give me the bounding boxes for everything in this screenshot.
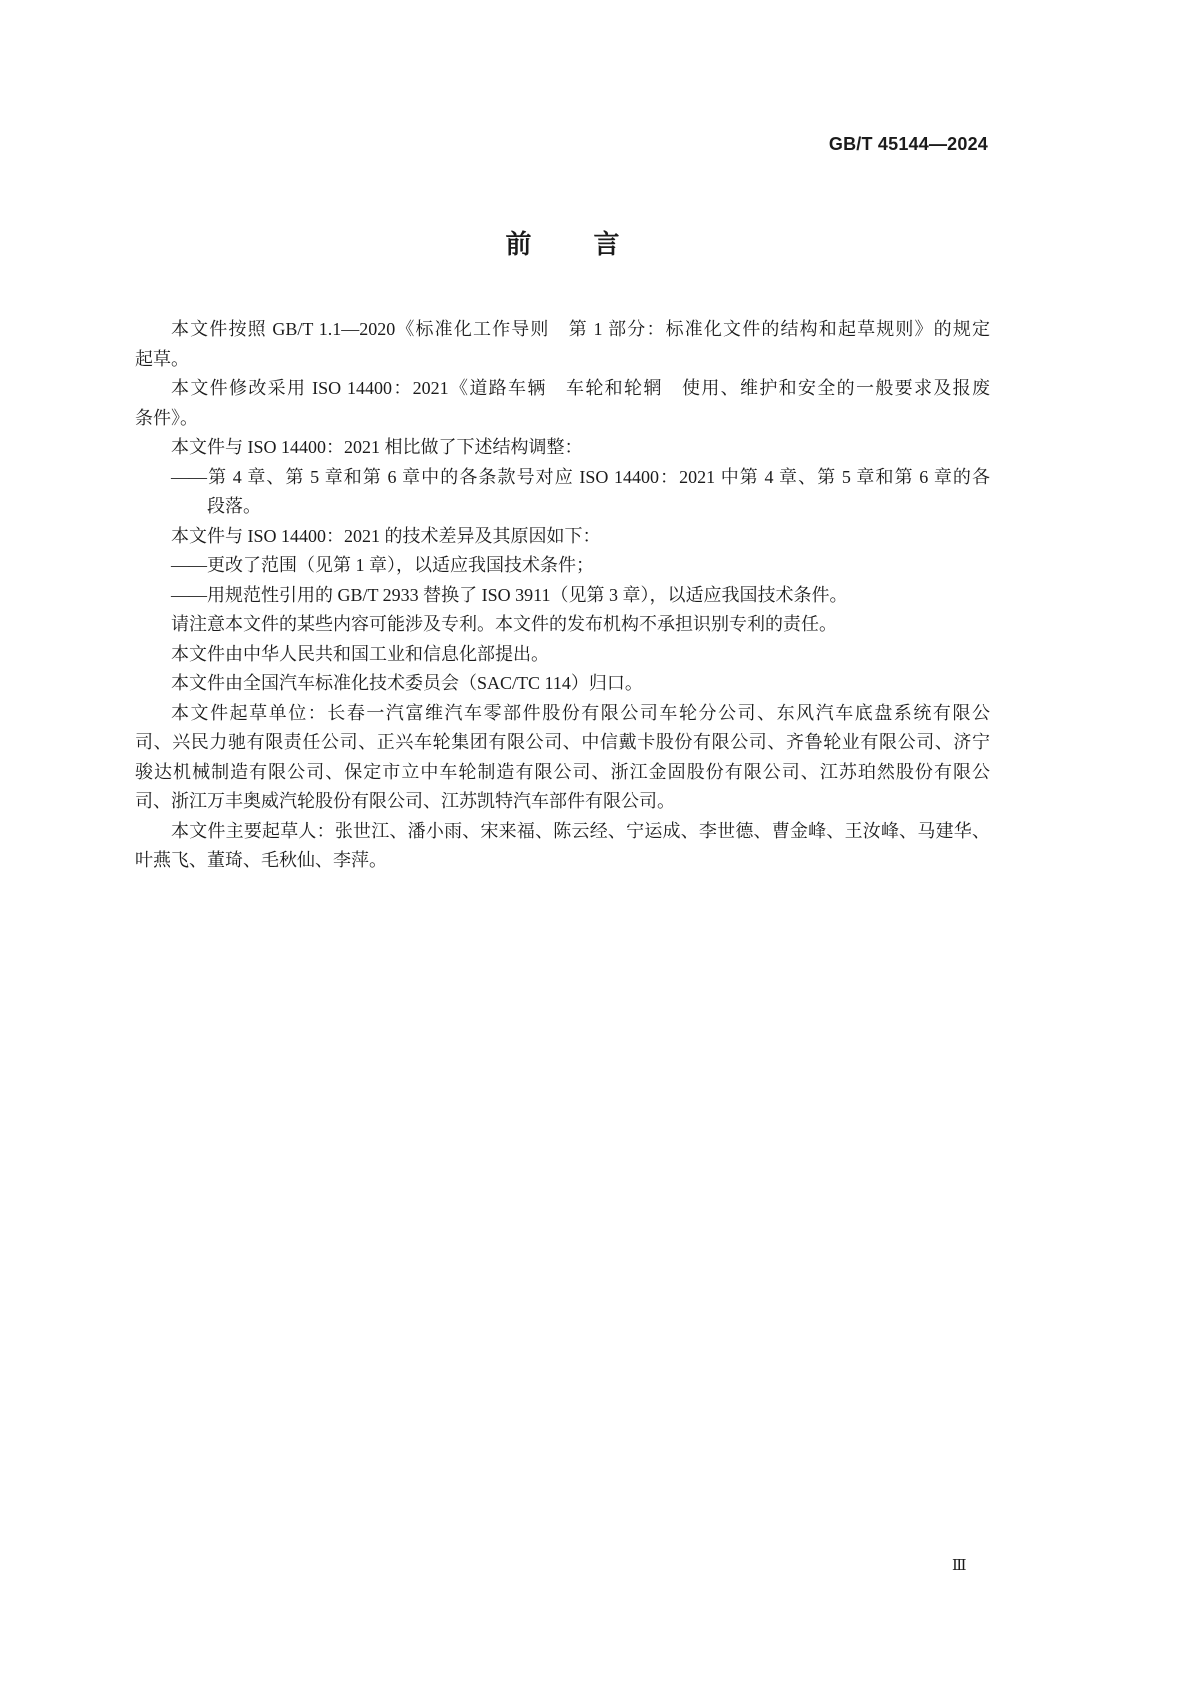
paragraph-drafting-rules	[135, 315, 990, 374]
paragraph-technical-differences	[135, 522, 990, 611]
list-item-line: ——第 4 章、第 5 章和第 6 章中的各条款号对应 ISO 14400：2021 中第 4 章、第 5 章和第 6 章的各	[171, 466, 990, 487]
paragraph-structural-changes	[135, 433, 990, 522]
paragraph-adoption	[135, 374, 990, 433]
list-item-line: ——更改了范围（见第 1 章），以适应我国技术条件；	[171, 555, 594, 575]
paragraph-line: 起草。	[135, 348, 189, 369]
paragraph-line: 请注意本文件的某些内容可能涉及专利。本文件的发布机构不承担识别专利的责任。	[171, 614, 837, 634]
foreword-body	[135, 315, 990, 876]
paragraph-technical-committee	[135, 669, 990, 699]
list-item-line: 段落。	[207, 496, 261, 516]
page-number: Ⅲ	[952, 1556, 967, 1574]
paragraph-drafting-units	[135, 699, 990, 817]
paragraph-line: 条件》。	[135, 407, 198, 428]
foreword-title: 前 言	[505, 230, 638, 260]
paragraph-line: 本文件修改采用 ISO 14400：2021《道路车辆 车轮和轮辋 使用、维护和安全的一般要求及报废	[171, 378, 990, 398]
paragraph-line: 本文件由中华人民共和国工业和信息化部提出。	[171, 643, 549, 664]
list-item-structural-change	[135, 463, 990, 522]
list-item-scope-change	[135, 551, 990, 581]
paragraph-line: 骏达机械制造有限公司、保定市立中车轮制造有限公司、浙江金固股份有限公司、江苏珀然股份有限公	[135, 761, 990, 782]
paragraph-line: 本文件起草单位：长春一汽富维汽车零部件股份有限公司车轮分公司、东风汽车底盘系统有限公	[171, 702, 990, 723]
paragraph-drafters	[135, 817, 990, 876]
paragraph-line: 司、兴民力驰有限责任公司、正兴车轮集团有限公司、中信戴卡股份有限公司、齐鲁轮业有限公司、济宁	[135, 732, 990, 752]
paragraph-line: 本文件与 ISO 14400：2021 的技术差异及其原因如下：	[171, 525, 601, 546]
paragraph-proposer	[135, 640, 990, 670]
paragraph-line: 本文件与 ISO 14400：2021 相比做了下述结构调整：	[171, 437, 583, 457]
list-item-normative-reference-change	[135, 581, 990, 611]
paragraph-patent-notice	[135, 610, 990, 640]
standard-number: GB/T 45144—2024	[828, 134, 988, 154]
paragraph-line: 本文件主要起草人：张世江、潘小雨、宋来福、陈云经、宁运成、李世德、曹金峰、王汝峰、马建华、	[171, 820, 990, 841]
list-item-line: ——用规范性引用的 GB/T 2933 替换了 ISO 3911（见第 3 章），以适应我国技术条件。	[171, 584, 848, 605]
paragraph-line: 本文件按照 GB/T 1.1—2020《标准化工作导则 第 1 部分：标准化文件的结构和起草规则》的规定	[171, 319, 990, 339]
paragraph-line: 叶燕飞、董琦、毛秋仙、李萍。	[135, 850, 387, 870]
paragraph-line: 本文件由全国汽车标准化技术委员会（SAC/TC 114）归口。	[171, 673, 643, 693]
paragraph-line: 司、浙江万丰奥威汽轮股份有限公司、江苏凯特汽车部件有限公司。	[135, 791, 675, 811]
